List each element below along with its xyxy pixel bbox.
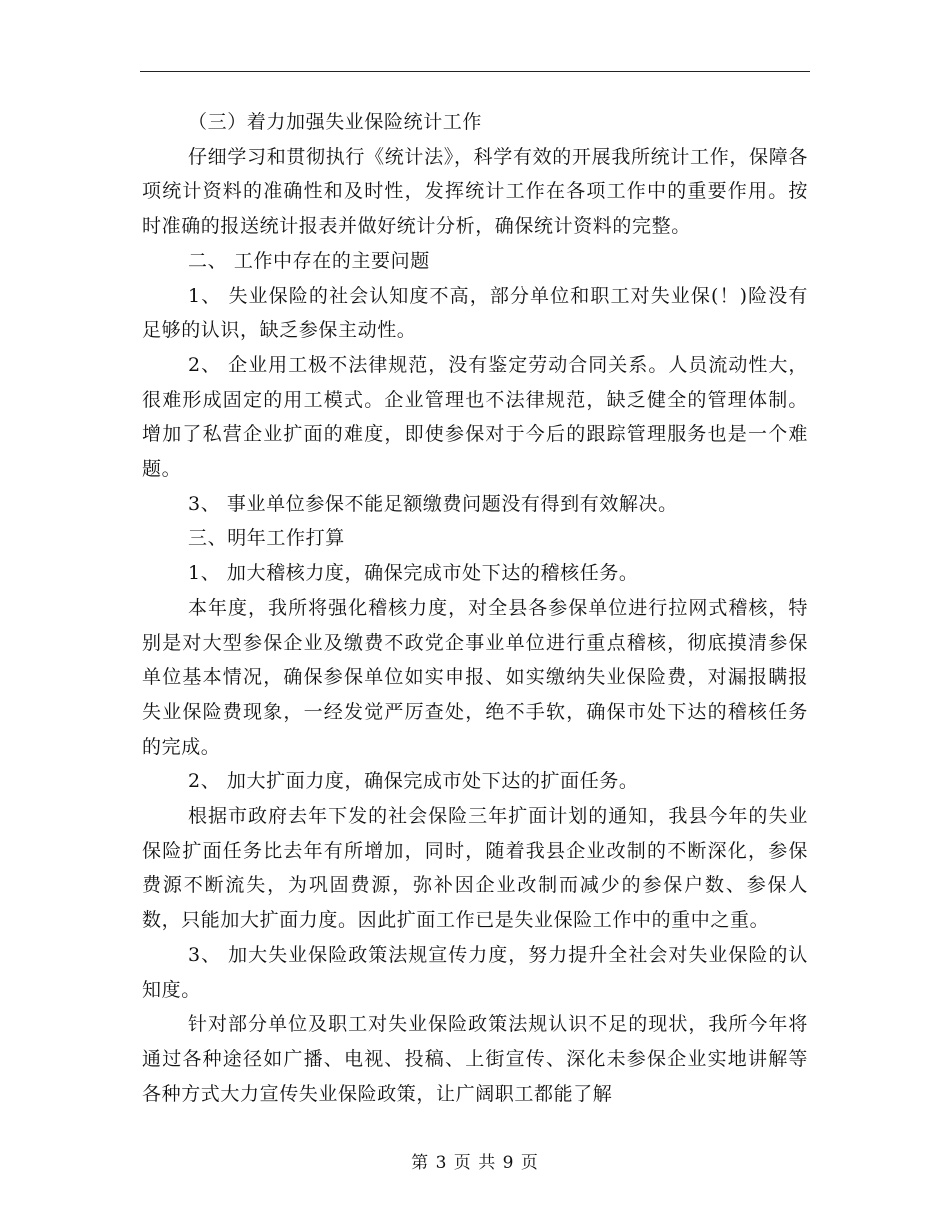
page-number-footer: 第 3 页 共 9 页 bbox=[411, 1153, 539, 1173]
paragraph: 3、 事业单位参保不能足额缴费问题没有得到有效解决。 bbox=[188, 492, 678, 515]
paragraph: 2、 加大扩面力度，确保完成市处下达的扩面任务。 bbox=[188, 770, 639, 793]
paragraph: 1、 加大稽核力度，确保完成市处下达的稽核任务。 bbox=[188, 562, 639, 585]
section-heading-plans: 三、明年工作打算 bbox=[188, 527, 345, 550]
paragraph: 3、 加大失业保险政策法规宣传力度，努力提升全社会对失业保险的认知度。 bbox=[142, 943, 808, 1001]
section-heading-statistics: （三）着力加强失业保险统计工作 bbox=[188, 111, 483, 133]
paragraph: 2、 企业用工极不法律规范，没有鉴定劳动合同关系。人员流动性大，很难形成固定的用工模式。企业管理也不法律规范，缺乏健全的管理体制。增加了私营企业扩面的难度，即使参保对于今后的跟踪管理服务也是一个难题。 bbox=[142, 353, 808, 481]
header-rule bbox=[140, 71, 810, 72]
paragraph: 仔细学习和贯彻执行《统计法》，科学有效的开展我所统计工作，保障各项统计资料的准确性和及时性，发挥统计工作在各项工作中的重要作用。按时准确的报送统计报表并做好统计分析，确保统计资料的完整。 bbox=[142, 145, 808, 238]
section-heading-problems: 二、 工作中存在的主要问题 bbox=[188, 249, 430, 272]
document-body bbox=[142, 105, 808, 1111]
paragraph: 本年度，我所将强化稽核力度，对全县各参保单位进行拉网式稽核，特别是对大型参保企业及缴费不政党企事业单位进行重点稽核，彻底摸清参保单位基本情况，确保参保单位如实申报、如实缴纳失业保险费，对漏报瞒报失业保险费现象，一经发觉严厉查处，绝不手软，确保市处下达的稽核任务的完成。 bbox=[142, 596, 808, 758]
paragraph: 1、 失业保险的社会认知度不高，部分单位和职工对失业保(！)险没有足够的认识，缺乏参保主动性。 bbox=[142, 284, 808, 342]
paragraph: 根据市政府去年下发的社会保险三年扩面计划的通知，我县今年的失业保险扩面任务比去年有所增加，同时，随着我县企业改制的不断深化，参保费源不断流失，为巩固费源，弥补因企业改制而减少的参保户数、参保人数，只能加大扩面力度。因此扩面工作已是失业保险工作中的重中之重。 bbox=[142, 805, 808, 932]
paragraph: 针对部分单位及职工对失业保险政策法规认识不足的现状，我所今年将通过各种途径如广播、电视、投稿、上街宣传、深化未参保企业实地讲解等各种方式大力宣传失业保险政策，让广阔职工都能了解 bbox=[142, 1013, 808, 1105]
